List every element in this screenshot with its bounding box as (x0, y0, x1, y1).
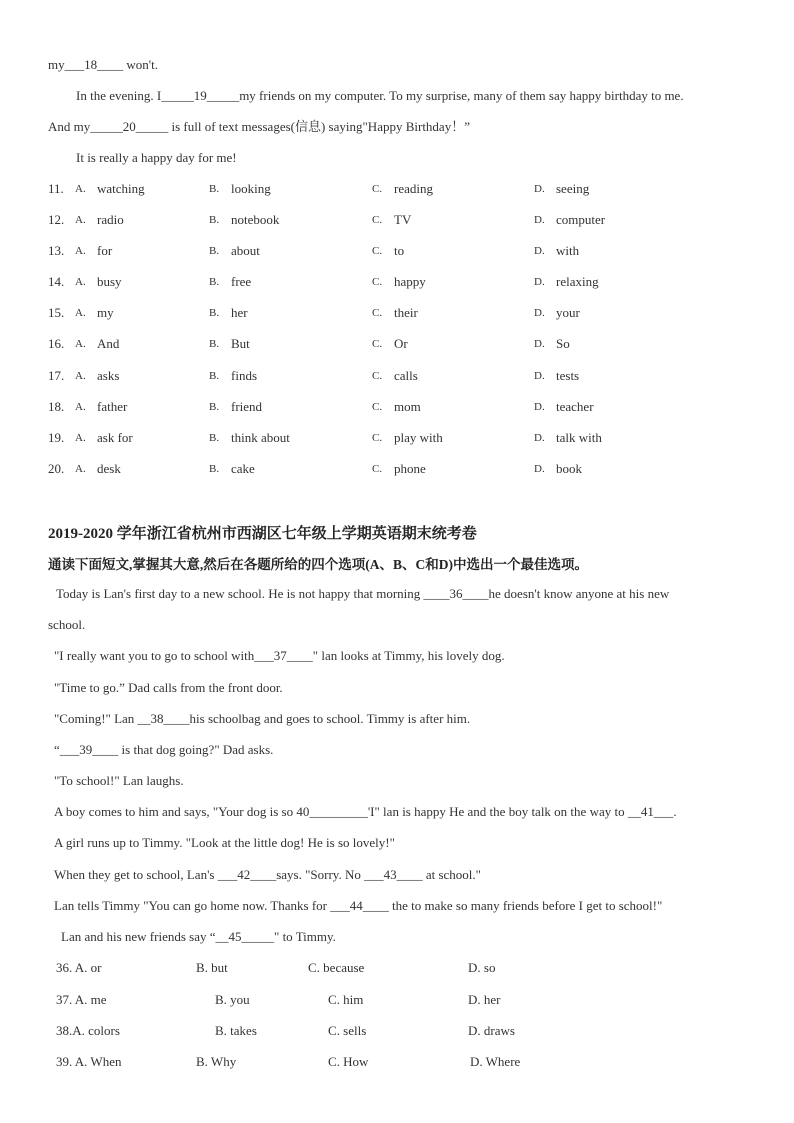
passage2-line: “___39____ is that dog going?" Dad asks. (54, 742, 274, 757)
option-label: B. (209, 338, 220, 350)
option-c: Or (394, 336, 408, 351)
option-d: talk with (556, 430, 602, 445)
question-row (0, 335, 794, 353)
option-label: A. (75, 432, 86, 444)
question-row (0, 1022, 794, 1040)
option-c: C. because (308, 960, 365, 975)
option-label: C. (372, 432, 383, 444)
option-label: A. (75, 338, 86, 350)
question-number: 18. (48, 399, 65, 414)
option-a: watching (97, 181, 145, 196)
option-label: C. (372, 338, 383, 350)
section-instruction: 通读下面短文,掌握其大意,然后在各题所给的四个选项(A、B、C和D)中选出一个最佳选项。 (48, 557, 588, 572)
question-number: 12. (48, 212, 65, 227)
passage2-line: A boy comes to him and says, "Your dog is so 40_________'I" lan is happy He and the boy talk on the way to __41___. (54, 804, 677, 819)
option-d: your (556, 305, 580, 320)
option-d: So (556, 336, 570, 351)
passage2-line: "To school!" Lan laughs. (54, 773, 184, 788)
passage1-line: my___18____ won't. (48, 57, 158, 72)
option-d: D. Where (470, 1054, 521, 1069)
question-row (0, 398, 794, 416)
question-row (0, 273, 794, 291)
option-c: C. him (328, 992, 364, 1007)
option-b: free (231, 274, 252, 289)
question-row (0, 429, 794, 447)
option-label: D. (534, 245, 545, 257)
option-label: C. (372, 214, 383, 226)
option-label: C. (372, 401, 383, 413)
passage2-line: "Coming!" Lan __38____his schoolbag and goes to school. Timmy is after him. (54, 711, 471, 726)
question-row (0, 211, 794, 229)
option-label: A. (75, 276, 86, 288)
option-label: D. (534, 276, 545, 288)
question-row (0, 1053, 794, 1071)
passage2-line: Today is Lan's first day to a new school. He is not happy that morning ____36____he doesn't know anyone at his new (56, 586, 670, 601)
option-d: D. draws (468, 1023, 515, 1038)
question-row (0, 460, 794, 478)
option-label: B. (209, 183, 220, 195)
option-a: for (97, 243, 113, 258)
option-d: tests (556, 368, 580, 383)
option-label: D. (534, 463, 545, 475)
option-label: B. (209, 276, 220, 288)
option-c: play with (394, 430, 443, 445)
option-c: calls (394, 368, 418, 383)
option-d: seeing (556, 181, 590, 196)
question-row (0, 242, 794, 260)
option-label: B. (209, 370, 220, 382)
option-label: A. (75, 214, 86, 226)
option-label: B. (209, 463, 220, 475)
option-label: C. (372, 276, 383, 288)
option-label: A. (75, 370, 86, 382)
option-c: C. sells (328, 1023, 367, 1038)
passage2-line: school. (48, 617, 86, 632)
option-label: C. (372, 307, 383, 319)
question-number: 15. (48, 305, 65, 320)
option-a: 38.A. colors (56, 1023, 120, 1038)
option-label: B. (209, 245, 220, 257)
option-c: TV (394, 212, 412, 227)
option-d: computer (556, 212, 606, 227)
option-label: B. (209, 401, 220, 413)
option-c: reading (394, 181, 433, 196)
option-b: But (231, 336, 250, 351)
option-a: And (97, 336, 120, 351)
question-number: 17. (48, 368, 65, 383)
option-a: 36. A. or (56, 960, 102, 975)
question-number: 19. (48, 430, 65, 445)
option-b: B. takes (215, 1023, 257, 1038)
option-a: father (97, 399, 128, 414)
question-number: 20. (48, 461, 65, 476)
option-label: A. (75, 463, 86, 475)
question-number: 11. (48, 181, 64, 196)
passage2-line: A girl runs up to Timmy. "Look at the little dog! He is so lovely!" (54, 835, 395, 850)
option-label: C. (372, 463, 383, 475)
passage2-line: Lan and his new friends say “__45_____" to Timmy. (61, 929, 336, 944)
option-c: happy (394, 274, 426, 289)
option-c: phone (394, 461, 426, 476)
option-b: friend (231, 399, 263, 414)
option-c: their (394, 305, 418, 320)
question-number: 16. (48, 336, 65, 351)
passage1-line: And my_____20_____ is full of text messages(信息) saying"Happy Birthday！” (48, 119, 470, 134)
option-label: D. (534, 370, 545, 382)
option-b: B. but (196, 960, 228, 975)
option-d: teacher (556, 399, 594, 414)
option-b: notebook (231, 212, 280, 227)
passage2-line: "Time to go.” Dad calls from the front door. (54, 680, 283, 695)
option-b: think about (231, 430, 290, 445)
option-label: D. (534, 401, 545, 413)
option-d: relaxing (556, 274, 599, 289)
option-label: B. (209, 214, 220, 226)
option-d: D. so (468, 960, 496, 975)
question-row (0, 304, 794, 322)
option-a: 37. A. me (56, 992, 107, 1007)
option-c: C. How (328, 1054, 369, 1069)
option-label: D. (534, 214, 545, 226)
option-label: B. (209, 432, 220, 444)
option-label: D. (534, 432, 545, 444)
option-label: B. (209, 307, 220, 319)
option-a: busy (97, 274, 122, 289)
passage2-line: Lan tells Timmy "You can go home now. Thanks for ___44____ the to make so many friends before I get to school!" (54, 898, 663, 913)
passage2-line: When they get to school, Lan's ___42____says. "Sorry. No ___43____ at school." (54, 867, 481, 882)
option-b: finds (231, 368, 257, 383)
option-a: 39. A. When (56, 1054, 122, 1069)
option-label: D. (534, 183, 545, 195)
option-label: C. (372, 183, 383, 195)
question-number: 13. (48, 243, 65, 258)
option-label: C. (372, 370, 383, 382)
option-label: A. (75, 245, 86, 257)
option-d: book (556, 461, 582, 476)
question-number: 14. (48, 274, 65, 289)
option-a: radio (97, 212, 124, 227)
option-a: ask for (97, 430, 133, 445)
passage1-line: It is really a happy day for me! (76, 150, 237, 165)
option-b: looking (231, 181, 271, 196)
question-row (0, 959, 794, 977)
passage2-line: "I really want you to go to school with___37____" lan looks at Timmy, his lovely dog. (54, 648, 505, 663)
option-b: her (231, 305, 248, 320)
section-title: 2019-2020 学年浙江省杭州市西湖区七年级上学期英语期末统考卷 (48, 526, 477, 542)
option-a: desk (97, 461, 121, 476)
option-a: asks (97, 368, 120, 383)
option-label: D. (534, 307, 545, 319)
question-row (0, 367, 794, 385)
option-label: C. (372, 245, 383, 257)
option-d: D. her (468, 992, 501, 1007)
option-c: to (394, 243, 405, 258)
option-label: A. (75, 401, 86, 413)
option-label: A. (75, 307, 86, 319)
option-a: my (97, 305, 114, 320)
option-d: with (556, 243, 580, 258)
option-b: B. you (215, 992, 250, 1007)
option-b: B. Why (196, 1054, 237, 1069)
question-row (0, 180, 794, 198)
option-label: A. (75, 183, 86, 195)
option-label: D. (534, 338, 545, 350)
question-row (0, 991, 794, 1009)
option-b: cake (231, 461, 255, 476)
option-c: mom (394, 399, 421, 414)
passage1-line: In the evening. I_____19_____my friends on my computer. To my surprise, many of them say happy birthday to me. (76, 88, 684, 103)
option-b: about (231, 243, 260, 258)
